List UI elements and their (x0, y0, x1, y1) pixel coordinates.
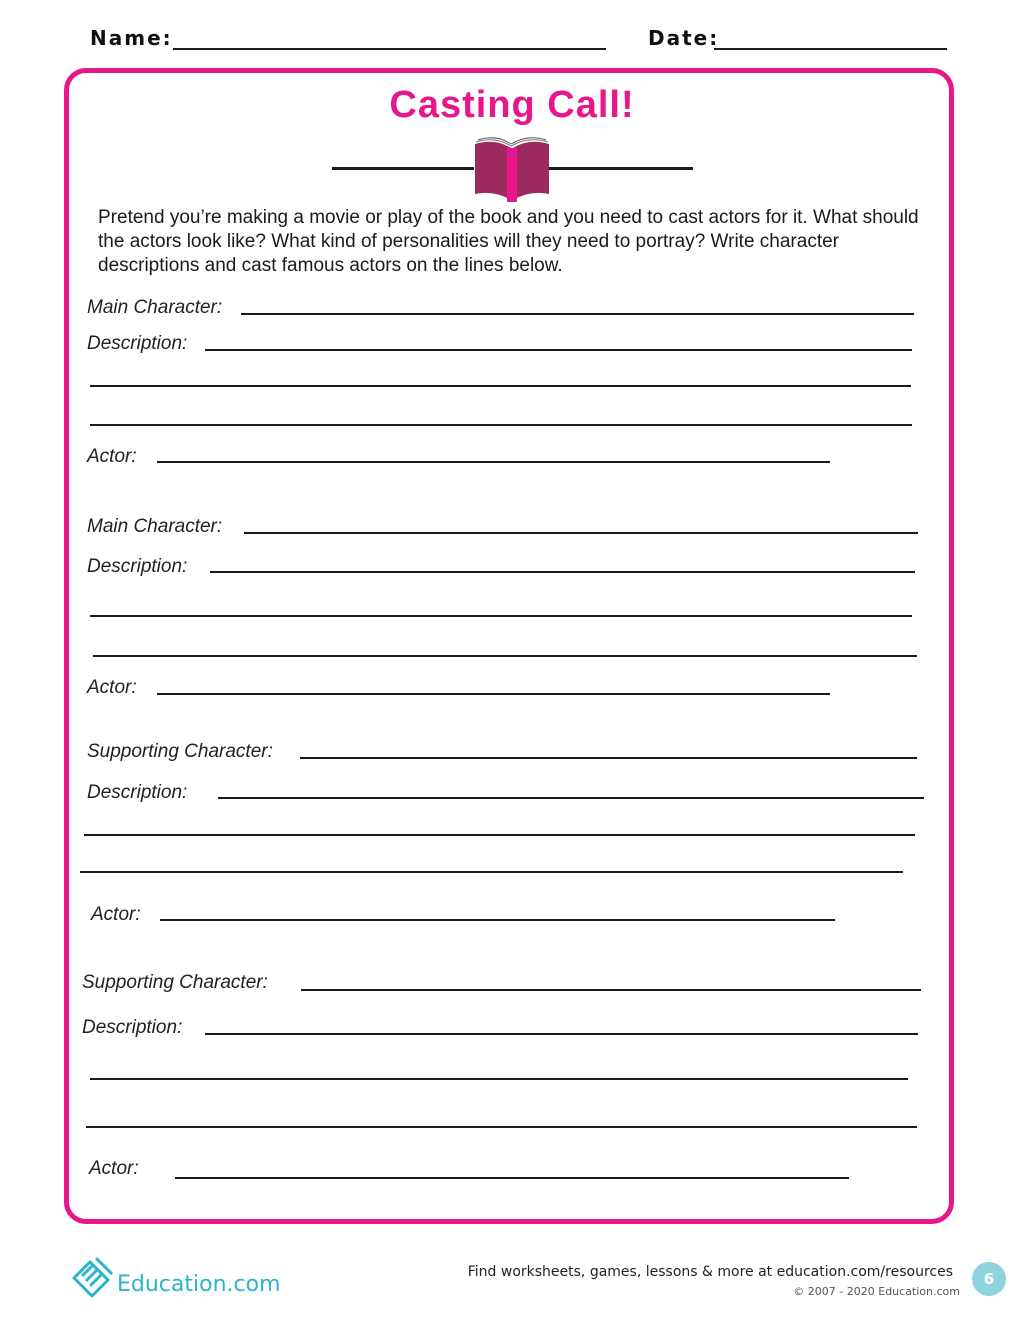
description-line[interactable] (90, 424, 912, 426)
actor-line[interactable] (160, 919, 835, 921)
education-logo-text: Education.com (117, 1272, 281, 1297)
description-line[interactable] (90, 1078, 908, 1080)
date-label: Date: (648, 26, 720, 50)
page-number-badge: 6 (972, 1262, 1006, 1296)
description-line[interactable] (205, 349, 912, 351)
description-line[interactable] (90, 385, 911, 387)
name-field-line[interactable] (173, 48, 606, 50)
description-line[interactable] (86, 1126, 917, 1128)
description-line[interactable] (218, 797, 924, 799)
description-line[interactable] (80, 871, 903, 873)
description-label: Description: (87, 333, 188, 354)
actor-label: Actor: (87, 446, 137, 467)
footer-copyright: © 2007 - 2020 Education.com (793, 1285, 960, 1298)
character-label: Main Character: (87, 516, 223, 537)
page-title: Casting Call! (389, 84, 635, 126)
actor-line[interactable] (175, 1177, 849, 1179)
education-logo-icon (70, 1254, 116, 1300)
description-label: Description: (82, 1017, 183, 1038)
actor-line[interactable] (157, 461, 830, 463)
character-label: Supporting Character: (87, 741, 273, 762)
character-line[interactable] (244, 532, 918, 534)
footer-resources: Find worksheets, games, lessons & more at education.com/resources (467, 1264, 953, 1280)
name-label: Name: (90, 26, 173, 50)
description-line[interactable] (205, 1033, 918, 1035)
actor-label: Actor: (89, 1158, 139, 1179)
character-line[interactable] (301, 989, 921, 991)
title-divider-right (548, 167, 693, 170)
character-line[interactable] (300, 757, 917, 759)
description-line[interactable] (90, 615, 912, 617)
actor-line[interactable] (157, 693, 830, 695)
open-book-icon (470, 132, 554, 202)
actor-label: Actor: (87, 677, 137, 698)
instructions-text: Pretend you’re making a movie or play of the book and you need to cast actors for it. What should the actors look like? What kind of personalities will they need to portray? Write character descriptions and cast famous actors on the lines below. (98, 207, 919, 276)
character-line[interactable] (241, 313, 914, 315)
description-line[interactable] (210, 571, 915, 573)
description-label: Description: (87, 782, 188, 803)
title-divider-left (332, 167, 474, 170)
actor-label: Actor: (91, 904, 141, 925)
description-line[interactable] (84, 834, 915, 836)
character-label: Main Character: (87, 297, 223, 318)
description-line[interactable] (93, 655, 917, 657)
character-label: Supporting Character: (82, 972, 268, 993)
description-label: Description: (87, 556, 188, 577)
date-field-line[interactable] (714, 48, 947, 50)
